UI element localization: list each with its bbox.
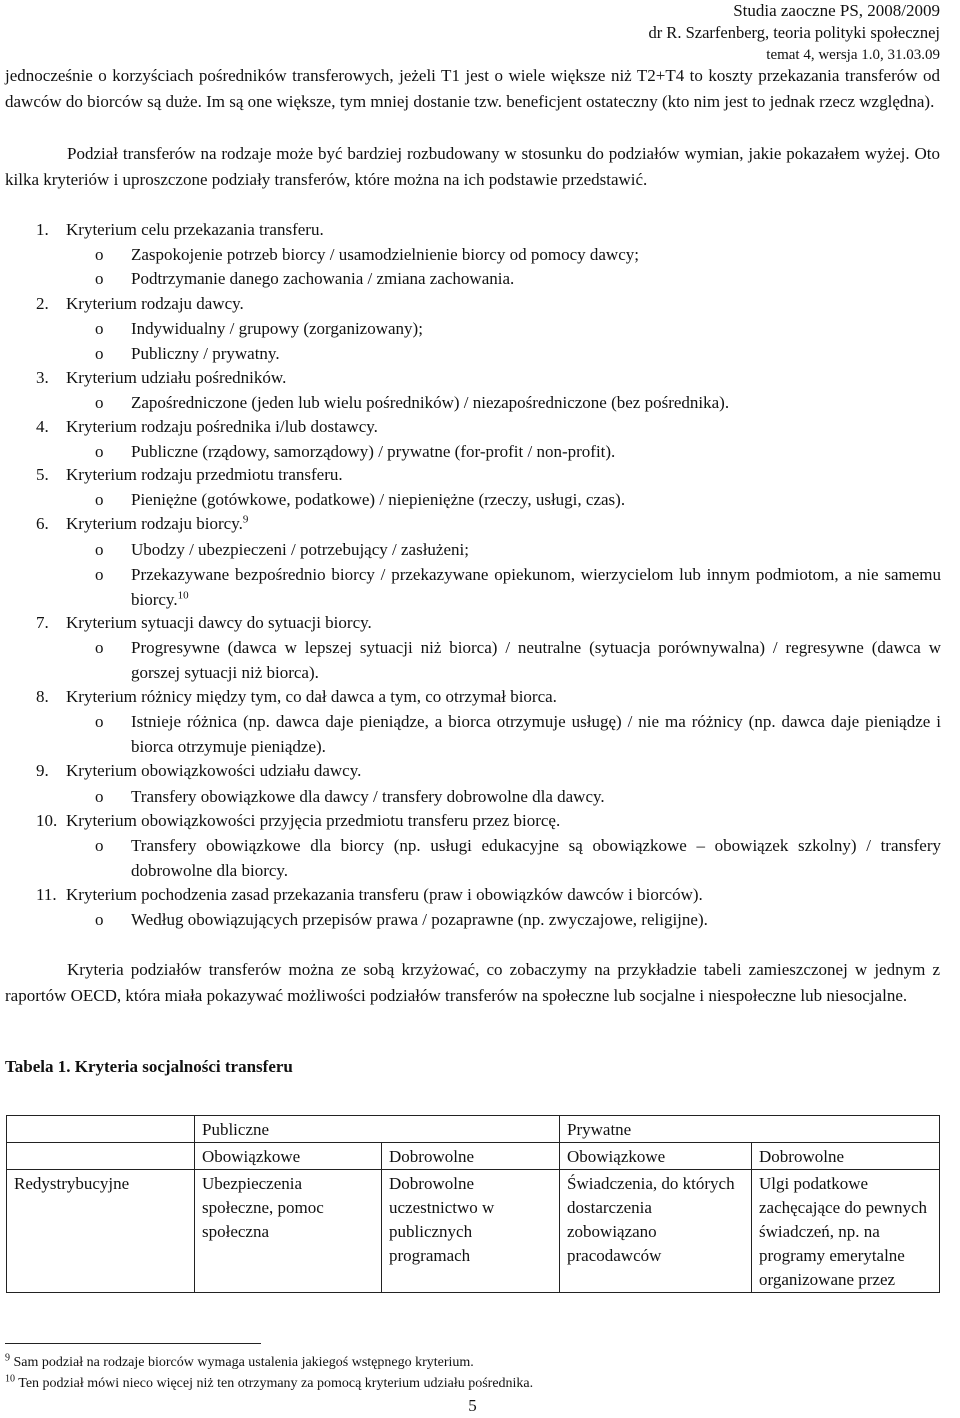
criterion-7-item-1: o Progresywne (dawca w lepszej sytuacji niż biorca) / neutralne (sytuacja porównywalna) / regresywne (dawca w gorszej sytuacji niż biorca).	[95, 635, 941, 685]
footnote-ref-9: 9	[242, 513, 249, 526]
intro-paragraph-1: jednocześnie o korzyściach pośredników transferowych, jeżeli T1 jest o wiele większe niż T2+T4 to koszty przekazania transferów od dawców do biorców są duże. Im są one większe, tym mniej dostanie tzw. beneficjent ostateczny (kto nim jest to jednak rzecz względna).	[5, 66, 940, 111]
bullet-icon: o	[95, 245, 104, 264]
header-private-mandatory: Obowiązkowe	[560, 1143, 752, 1170]
table-title: Tabela 1. Kryteria socjalności transferu	[5, 1057, 293, 1076]
closing-paragraph: Kryteria podziałów transferów można ze sobą krzyżować, co zobaczymy na przykładzie tabeli zamieszczonej w jednym z raportów OECD, która miała pokazywać możliwości podziałów transferów na społeczne lub socjalne i niespołeczne lub niesocjalne.	[5, 960, 940, 1005]
table-row	[7, 1170, 940, 1293]
header-public-mandatory: Obowiązkowe	[195, 1143, 382, 1170]
table-header-row-2	[7, 1143, 940, 1170]
bullet-icon: o	[95, 344, 104, 363]
criterion-1-item-2: o Podtrzymanie danego zachowania / zmiana zachowania.	[95, 266, 941, 291]
bullet-icon: o	[95, 269, 104, 288]
criterion-6-item-1: o Ubodzy / ubezpieczeni / potrzebujący / zasłużeni;	[95, 537, 941, 562]
page-number: 5	[468, 1396, 477, 1415]
bullet-icon: o	[95, 910, 104, 929]
header-public-voluntary: Dobrowolne	[382, 1143, 560, 1170]
footnote-9: $^9$ Sam podział na rodzaje biorców wymaga ustalenia jakiegoś wstępnego kryterium.	[5, 1352, 474, 1370]
criterion-8: 8. Kryterium różnicy między tym, co dał dawca a tym, co otrzymał biorca.	[36, 687, 557, 706]
criterion-2-item-2: o Publiczny / prywatny.	[95, 341, 941, 366]
running-header	[648, 0, 940, 66]
criterion-4: 4. Kryterium rodzaju pośrednika i/lub dostawcy.	[36, 417, 378, 436]
criterion-8-item-1: o Istnieje różnica (np. dawca daje pieniądze, a biorca otrzymuje usługę) / nie ma różnicy (np. dawca daje pieniądze i biorca otrzymuje pieniądze).	[95, 709, 941, 759]
bullet-icon: o	[95, 540, 104, 559]
criterion-3: 3. Kryterium udziału pośredników.	[36, 368, 287, 387]
bullet-icon: o	[95, 712, 104, 731]
criterion-3-item-1: o Zapośredniczone (jeden lub wielu pośredników) / niezapośredniczone (bez pośrednika).	[95, 390, 941, 415]
header-public: Publiczne	[195, 1116, 560, 1143]
table-cell: Ulgi podatkowe zachęcające do pewnych świadczeń, np. na programy emerytalne organizowane przez	[752, 1170, 940, 1293]
footnote-10: $^{10}$ Ten podział mówi nieco więcej niż ten otrzymany za pomocą kryterium udziału pośrednika.	[5, 1373, 534, 1391]
criterion-11-item-1: o Według obowiązujących przepisów prawa / pozaprawne (np. zwyczajowe, religijne).	[95, 907, 941, 932]
bullet-icon: o	[95, 393, 104, 412]
criteria-table	[6, 1115, 940, 1293]
header-version: temat 4, wersja 1.0, 31.03.09	[766, 47, 940, 63]
bullet-icon: o	[95, 319, 104, 338]
criterion-6: 6. Kryterium rodzaju biorcy.$^9$	[36, 513, 249, 533]
bullet-icon: o	[95, 442, 104, 461]
criterion-9-item-1: o Transfery obowiązkowe dla dawcy / transfery dobrowolne dla dawcy.	[95, 784, 941, 809]
criterion-2: 2. Kryterium rodzaju dawcy.	[36, 294, 244, 313]
bullet-icon: o	[95, 490, 104, 509]
header-course: Studia zaoczne PS, 2008/2009	[733, 1, 940, 20]
table-header-row-1	[7, 1116, 940, 1143]
footnote-separator	[5, 1343, 261, 1344]
criterion-11: 11. Kryterium pochodzenia zasad przekazania transferu (praw i obowiązków dawców i biorców).	[36, 885, 703, 904]
table-row-label-empty	[7, 1143, 195, 1170]
row-label-redistributive: Redystrybucyjne	[7, 1170, 195, 1293]
table-corner-cell	[7, 1116, 195, 1143]
bullet-icon: o	[95, 787, 104, 806]
criterion-2-item-1: o Indywidualny / grupowy (zorganizowany);	[95, 316, 941, 341]
criterion-10: 10. Kryterium obowiązkowości przyjęcia przedmiotu transferu przez biorcę.	[36, 811, 561, 830]
intro-paragraph-2: Podział transferów na rodzaje może być bardziej rozbudowany w stosunku do podziałów wymian, jakie pokazałem wyżej. Oto kilka kryteriów i uproszczone podziały transferów, które można na ich podstawie przedstawić.	[5, 144, 940, 189]
criterion-9: 9. Kryterium obowiązkowości udziału dawcy.	[36, 761, 362, 780]
criterion-5: 5. Kryterium rodzaju przedmiotu transferu.	[36, 465, 343, 484]
criterion-1-item-1: o Zaspokojenie potrzeb biorcy / usamodzielnienie biorcy od pomocy dawcy;	[95, 242, 941, 267]
criterion-7: 7. Kryterium sytuacji dawcy do sytuacji biorcy.	[36, 613, 372, 632]
header-private: Prywatne	[560, 1116, 940, 1143]
table-cell: Świadczenia, do których dostarczenia zobowiązano pracodawców	[560, 1170, 752, 1293]
bullet-icon: o	[95, 565, 104, 584]
table-cell: Dobrowolne uczestnictwo w publicznych programach	[382, 1170, 560, 1293]
criterion-4-item-1: o Publiczne (rządowy, samorządowy) / prywatne (for-profit / non-profit).	[95, 439, 941, 464]
criterion-1: 1. Kryterium celu przekazania transferu.	[36, 220, 324, 239]
criterion-10-item-1: o Transfery obowiązkowe dla biorcy (np. usługi edukacyjne są obowiązkowe – obowiązek szkolny) / transfery dobrowolne dla biorcy.	[95, 833, 941, 883]
table-cell: Ubezpieczenia społeczne, pomoc społeczna	[195, 1170, 382, 1293]
bullet-icon: o	[95, 836, 104, 855]
footnote-ref-10: 10	[177, 589, 189, 602]
bullet-icon: o	[95, 638, 104, 657]
criterion-5-item-1: o Pieniężne (gotówkowe, podatkowe) / niepieniężne (rzeczy, usługi, czas).	[95, 487, 941, 512]
header-author: dr R. Szarfenberg, teoria polityki społecznej	[648, 23, 940, 42]
criterion-6-item-2: o Przekazywane bezpośrednio biorcy / przekazywane opiekunom, wierzycielom lub innym podmiotom, a nie samemu biorcy.$^{10}$	[95, 562, 941, 612]
header-private-voluntary: Dobrowolne	[752, 1143, 940, 1170]
